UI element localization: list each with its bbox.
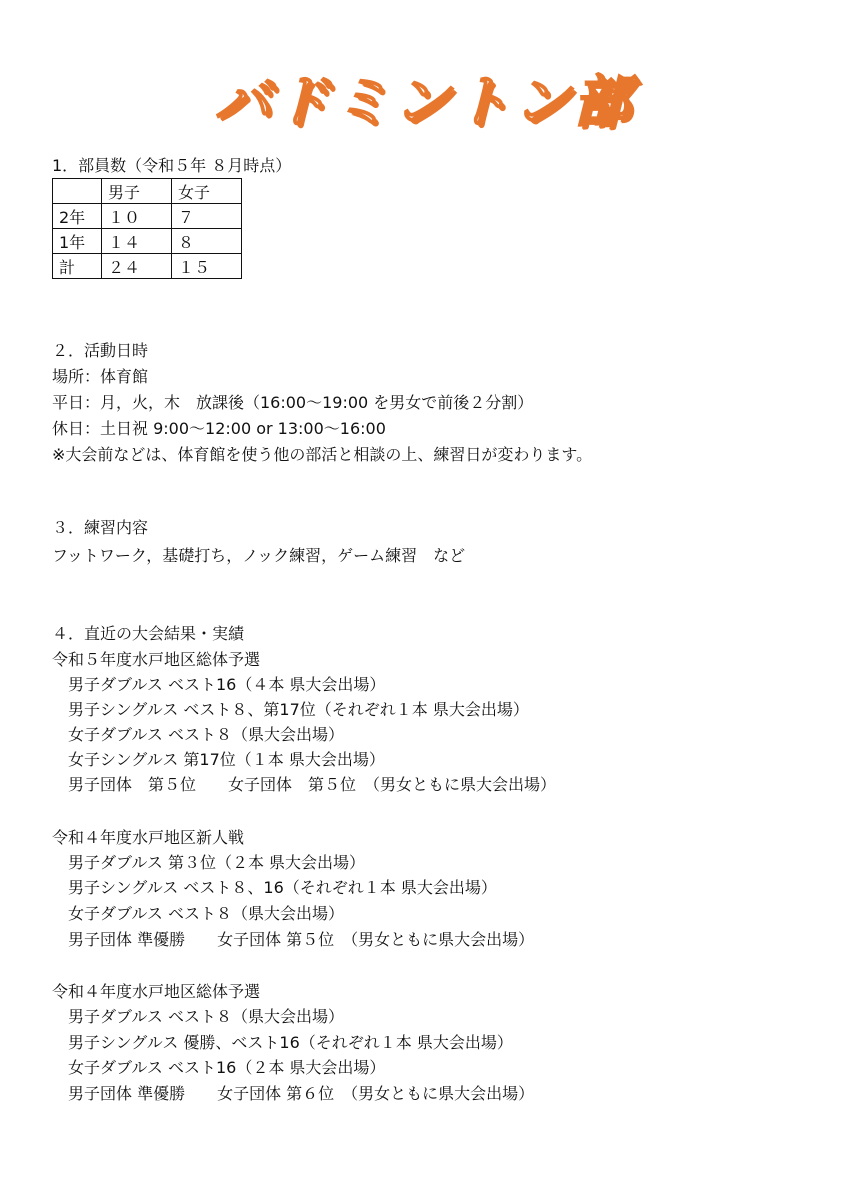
list-item: 女子ダブルス ベスト16（２本 県大会出場） [68,1058,386,1077]
table-header-girls: 女子 [172,179,242,204]
page-title: バドミントン部 [214,70,634,135]
table-cell: １４ [102,229,172,254]
list-item: 男子団体 準優勝 女子団体 第５位 （男女ともに県大会出場） [68,930,535,949]
list-item: 男子団体 準優勝 女子団体 第６位 （男女ともに県大会出場） [68,1084,535,1103]
table-cell: ８ [172,229,242,254]
table-cell: 2年 [53,204,102,229]
list-item: 女子ダブルス ベスト８（県大会出場） [68,725,344,744]
result-group-title: 令和４年度水戸地区新人戦 [52,828,245,847]
list-item: 男子ダブルス 第３位（２本 県大会出場） [68,853,366,872]
results-heading: ４．直近の大会結果・実績 [52,624,245,643]
table-cell: ７ [172,204,242,229]
list-item: 男子ダブルス ベスト８（県大会出場） [68,1007,344,1026]
table-cell: 1年 [53,229,102,254]
list-item: 男子ダブルス ベスト16（４本 県大会出場） [68,675,386,694]
list-item: 男子シングルス 優勝、ベスト16（それぞれ１本 県大会出場） [68,1033,513,1052]
schedule-location: 場所：体育館 [52,367,149,386]
practice-content: フットワーク，基礎打ち，ノック練習，ゲーム練習 など [52,546,466,565]
list-item: 女子シングルス 第17位（１本 県大会出場） [68,750,385,769]
table-cell: ２４ [102,254,172,279]
list-item: 女子ダブルス ベスト８（県大会出場） [68,904,344,923]
result-group-title: 令和４年度水戸地区総体予選 [52,982,261,1001]
schedule-weekday: 平日：月，火，木 放課後（16:00～19:00 を男女で前後２分割） [52,393,534,412]
list-item: 男子シングルス ベスト８、第17位（それぞれ１本 県大会出場） [68,700,529,719]
members-table [52,178,242,279]
table-cell: １５ [172,254,242,279]
table-cell: １０ [102,204,172,229]
practice-heading: ３．練習内容 [52,518,149,537]
table-row [53,204,242,229]
table-header-row [53,179,242,204]
result-group-title: 令和５年度水戸地区総体予選 [52,650,261,669]
table-header-boys: 男子 [102,179,172,204]
table-row [53,229,242,254]
list-item: 男子シングルス ベスト８、16（それぞれ１本 県大会出場） [68,878,497,897]
schedule-heading: ２．活動日時 [52,341,149,360]
schedule-holiday: 休日：土日祝 9:00～12:00 or 13:00～16:00 [52,419,386,438]
table-cell [53,179,102,204]
table-row [53,254,242,279]
schedule-note: ※大会前などは、体育館を使う他の部活と相談の上、練習日が変わります。 [52,445,593,464]
members-heading: 1．部員数（令和５年 ８月時点） [52,156,292,175]
table-cell: 計 [53,254,102,279]
list-item: 男子団体 第５位 女子団体 第５位 （男女ともに県大会出場） [68,775,557,794]
